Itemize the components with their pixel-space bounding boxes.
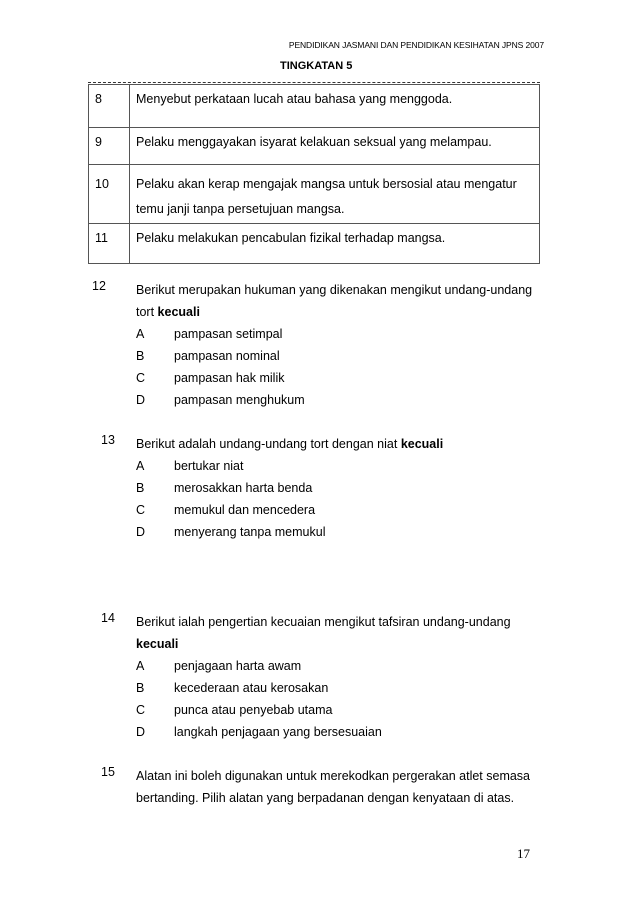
- row-text: Pelaku akan kerap mengajak mangsa untuk bersosial atau mengatur temu janji tanpa persetujuan mangsa.: [130, 165, 540, 224]
- option-b: B merosakkan harta benda: [136, 481, 313, 495]
- row-number: 10: [89, 165, 130, 224]
- row-text: Pelaku melakukan pencabulan fizikal terhadap mangsa.: [130, 224, 540, 264]
- option-c: C memukul dan mencedera: [136, 503, 316, 517]
- option-c: C pampasan hak milik: [136, 371, 285, 385]
- document-header: PENDIDIKAN JASMANI DAN PENDIDIKAN KESIHATAN JPNS 2007: [288, 40, 544, 50]
- option-d: D menyerang tanpa memukul: [136, 525, 326, 539]
- table-row: [89, 85, 540, 128]
- question-number: 14: [101, 611, 115, 625]
- option-a: A pampasan setimpal: [136, 327, 283, 341]
- option-c: C punca atau penyebab utama: [136, 703, 333, 717]
- question-number: 12: [92, 279, 106, 293]
- question-stem: Alatan ini boleh digunakan untuk merekodkan pergerakan atlet semasa bertanding. Pilih alatan yang berpadanan dengan kenyataan di atas.: [136, 769, 531, 805]
- table-row: [89, 224, 540, 264]
- question-number: 15: [101, 765, 115, 779]
- table-row: [89, 165, 540, 224]
- row-number: 8: [89, 85, 130, 128]
- row-number: 9: [89, 128, 130, 165]
- option-d: D langkah penjagaan yang bersesuaian: [136, 725, 382, 739]
- row-text: Pelaku menggayakan isyarat kelakuan seksual yang melampau.: [130, 128, 540, 165]
- option-b: B pampasan nominal: [136, 349, 280, 363]
- statement-table: [88, 84, 540, 264]
- option-d: D pampasan menghukum: [136, 393, 305, 407]
- page-number: 17: [517, 846, 530, 861]
- form-level-title: TINGKATAN 5: [280, 60, 353, 72]
- table-row: [89, 128, 540, 165]
- option-b: B kecederaan atau kerosakan: [136, 681, 329, 695]
- option-a: A bertukar niat: [136, 459, 244, 473]
- option-a: A penjagaan harta awam: [136, 659, 302, 673]
- row-number: 11: [89, 224, 130, 264]
- question-stem: Berikut merupakan hukuman yang dikenakan mengikut undang-undang tort kecuali: [136, 283, 533, 319]
- question-number: 13: [101, 433, 115, 447]
- question-stem: Berikut ialah pengertian kecuaian mengikut tafsiran undang-undang kecuali: [136, 615, 511, 651]
- header-divider: [88, 82, 540, 83]
- row-text: Menyebut perkataan lucah atau bahasa yang menggoda.: [130, 85, 540, 128]
- question-stem: Berikut adalah undang-undang tort dengan niat kecuali: [136, 437, 444, 451]
